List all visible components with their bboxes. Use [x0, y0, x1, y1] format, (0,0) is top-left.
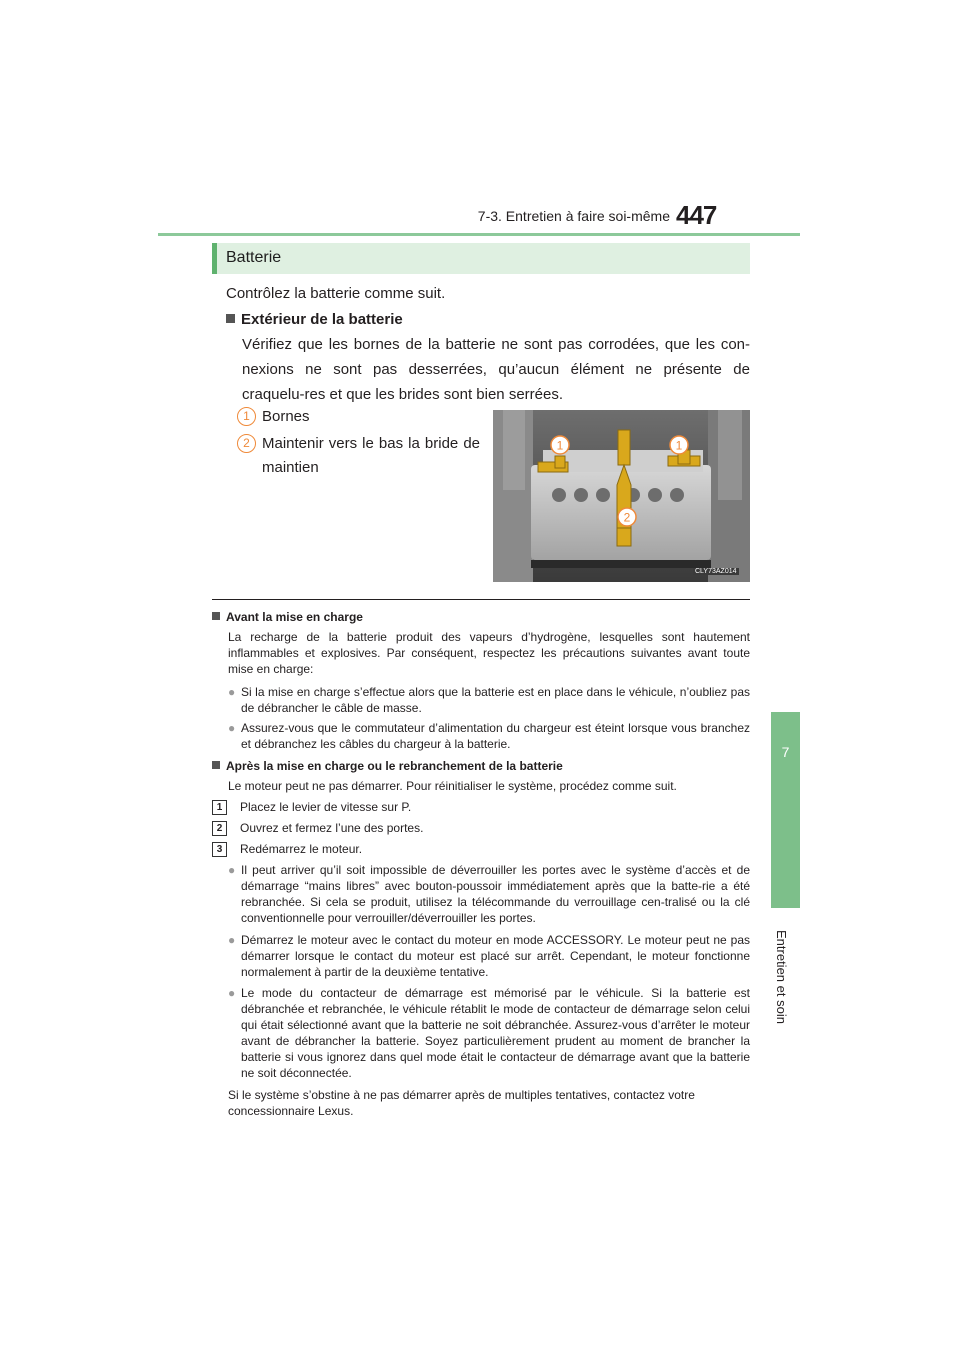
- after-charge-text: Le moteur peut ne pas démarrer. Pour réinitialiser le système, procédez comme suit.: [228, 779, 677, 793]
- header-rule: [158, 233, 800, 236]
- callout-label-1: Bornes: [262, 408, 310, 425]
- svg-text:1: 1: [556, 438, 564, 453]
- section-accent-bar: [212, 243, 217, 274]
- square-bullet-icon: [212, 612, 220, 620]
- chapter-number: 7: [781, 744, 790, 760]
- list-item: [228, 684, 750, 716]
- before-charge-heading-label: Avant la mise en charge: [226, 610, 363, 624]
- step-number-1: 1: [212, 800, 227, 815]
- exterior-heading: [226, 308, 403, 332]
- step-text-3: Redémarrez le moteur.: [240, 842, 363, 856]
- bullet-text: Démarrez le moteur avec le contact du moteur en mode ACCESSORY. Le moteur peut ne pas démarrer lorsque le contact du moteur est placé sur arrêt. Cependant, le moteur fonctionne normalement à partir de la deuxième tentative.: [241, 933, 750, 979]
- callout-label-2: Maintenir vers le bas la bride de maintien: [262, 435, 480, 476]
- list-item: [228, 862, 750, 926]
- step-number-2: 2: [212, 821, 227, 836]
- bullet-dot-icon: ●: [228, 685, 236, 699]
- bullet-text: Le mode du contacteur de démarrage est mémorisé par le véhicule. Si la batterie est débranchée et rebranchée, le véhicule rétablit le mode de contacteur de démarrage selon celui qui était sélectionné avant que la batterie ne soit débranchée. Assurez-vous d’arrêter le moteur avant de débrancher la batterie. Soyez particulièrement prudent au moment de brancher la batterie si vous ignorez dans quel mode était le contacteur de démarrage avant que la batterie ne soit déconnectée.: [241, 986, 750, 1080]
- before-charge-text: La recharge de la batterie produit des vapeurs d’hydrogène, lesquelles sont hautement inflammables et explosives. Par conséquent, respectez les précautions suivantes avant toute mise en charge:: [228, 630, 750, 676]
- running-header: 7-3. Entretien à faire soi-même: [477, 208, 670, 224]
- callout-number-2-icon: 2: [237, 434, 256, 453]
- bullet-text: Il peut arriver qu’il soit impossible de déverrouiller les portes avec le système d’accès et de démarrage “mains libres” avec bouton-poussoir immédiatement après que la batte-rie a été rebranchée. Si cela se produit, utilisez la télécommande du verrouillage cen-tralisé ou la clé conventionnelle pour verrouiller/déverrouiller les portes.: [241, 863, 750, 925]
- bullet-dot-icon: ●: [228, 721, 236, 735]
- bullet-dot-icon: ●: [228, 933, 236, 947]
- square-bullet-icon: [226, 314, 235, 323]
- list-item: [228, 932, 750, 980]
- svg-text:2: 2: [623, 510, 631, 525]
- before-charge-heading: [212, 609, 363, 625]
- list-item: [228, 985, 750, 1081]
- photo-code: CLY73AZ014: [695, 568, 737, 575]
- intro-text: Contrôlez la batterie comme suit.: [226, 285, 446, 302]
- section-title: Batterie: [226, 249, 282, 266]
- after-charge-heading-label: Après la mise en charge ou le rebranchement de la batterie: [226, 759, 563, 773]
- bullet-text: Assurez-vous que le commutateur d’alimentation du chargeur est éteint lorsque vous branchez et débranchez les câbles du chargeur à la batterie.: [241, 721, 750, 751]
- section-box: [212, 243, 750, 274]
- callout-number-1-icon: 1: [237, 407, 256, 426]
- page-number: 447: [676, 200, 717, 230]
- exterior-heading-label: Extérieur de la batterie: [241, 311, 403, 328]
- exterior-text: Vérifiez que les bornes de la batterie ne sont pas corrodées, que les con-nexions ne sont pas desserrées, qu’aucun élément ne présente de craquelu-res et que les brides sont bien serrées.: [242, 336, 750, 403]
- notes-divider: [212, 599, 750, 600]
- chapter-label: Entretien et soin: [774, 930, 789, 1024]
- closing-text: Si le système s’obstine à ne pas démarrer après de multiples tentatives, contactez votre concessionnaire Lexus.: [228, 1088, 695, 1118]
- battery-photo: [493, 410, 750, 582]
- step-text-1: Placez le levier de vitesse sur P.: [240, 800, 412, 814]
- bullet-dot-icon: ●: [228, 986, 236, 1000]
- chapter-tab: [771, 712, 800, 908]
- list-item: [228, 720, 750, 752]
- after-charge-heading: [212, 758, 563, 774]
- step-text-2: Ouvrez et fermez l’une des portes.: [240, 821, 424, 835]
- svg-text:1: 1: [675, 438, 683, 453]
- bullet-dot-icon: ●: [228, 863, 236, 877]
- step-number-3: 3: [212, 842, 227, 857]
- square-bullet-icon: [212, 761, 220, 769]
- bullet-text: Si la mise en charge s’effectue alors que la batterie est en place dans le véhicule, n’oubliez pas de débrancher le câble de masse.: [241, 685, 750, 715]
